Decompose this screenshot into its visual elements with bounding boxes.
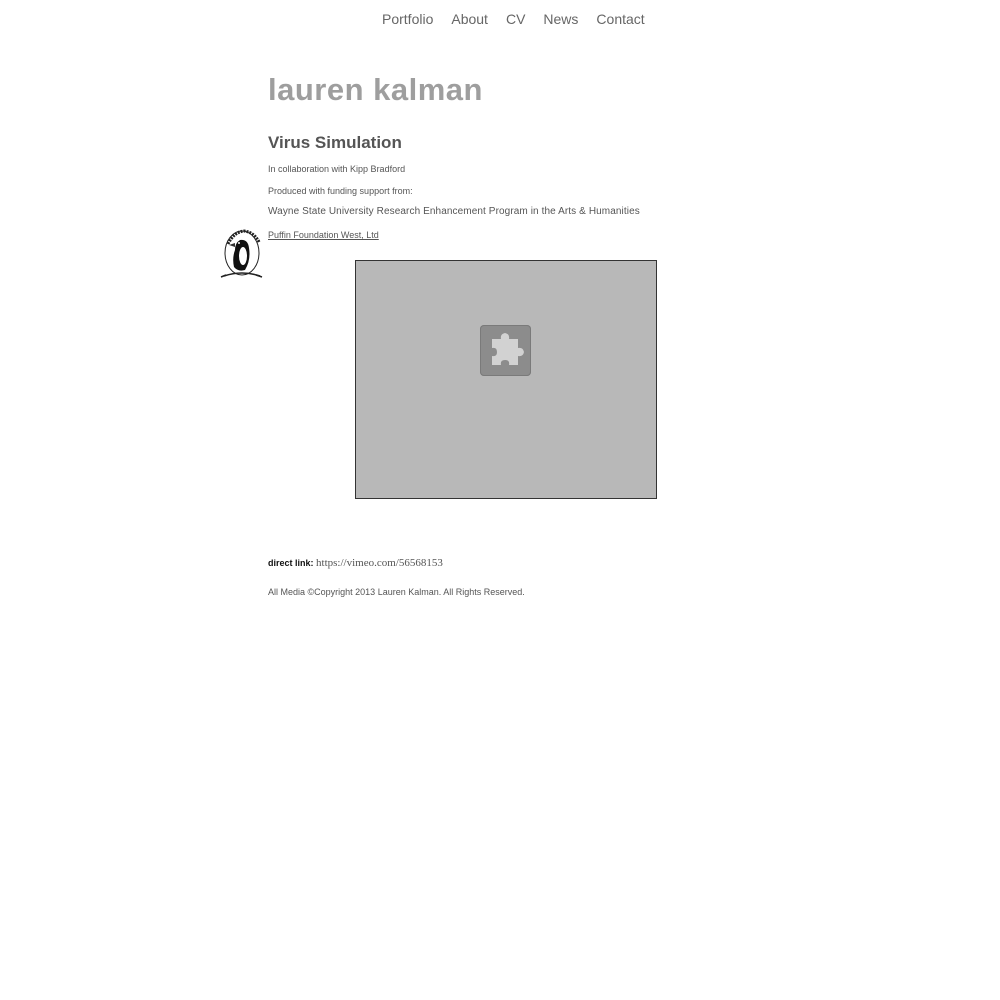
puffin-foundation-link[interactable]: Puffin Foundation West, Ltd [268, 230, 379, 240]
top-navigation [382, 10, 663, 28]
work-title: Virus Simulation [268, 133, 402, 152]
direct-link-label: direct link: [268, 558, 314, 568]
video-plugin-placeholder[interactable] [355, 260, 657, 499]
puzzle-plugin-icon [480, 325, 531, 376]
copyright-text: All Media ©Copyright 2013 Lauren Kalman. All Rights Reserved. [268, 587, 525, 597]
vimeo-link[interactable]: https://vimeo.com/56568153 [316, 557, 443, 569]
funder-wayne-state: Wayne State University Research Enhancement Program in the Arts & Humanities [268, 206, 640, 217]
funder-puffin-line [268, 229, 379, 241]
collaboration-text: In collaboration with Kipp Bradford [268, 164, 406, 174]
nav-item-contact[interactable]: Contact [596, 11, 645, 27]
funding-intro-text: Produced with funding support from: [268, 186, 413, 196]
nav-item-cv[interactable]: CV [505, 11, 526, 27]
nav-item-portfolio[interactable]: Portfolio [382, 11, 434, 27]
direct-link-row [268, 557, 443, 570]
nav-item-about[interactable]: About [451, 11, 488, 27]
nav-item-news[interactable]: News [543, 11, 579, 27]
puffin-foundation-logo-icon [218, 226, 264, 280]
site-title[interactable]: lauren kalman [268, 72, 483, 107]
